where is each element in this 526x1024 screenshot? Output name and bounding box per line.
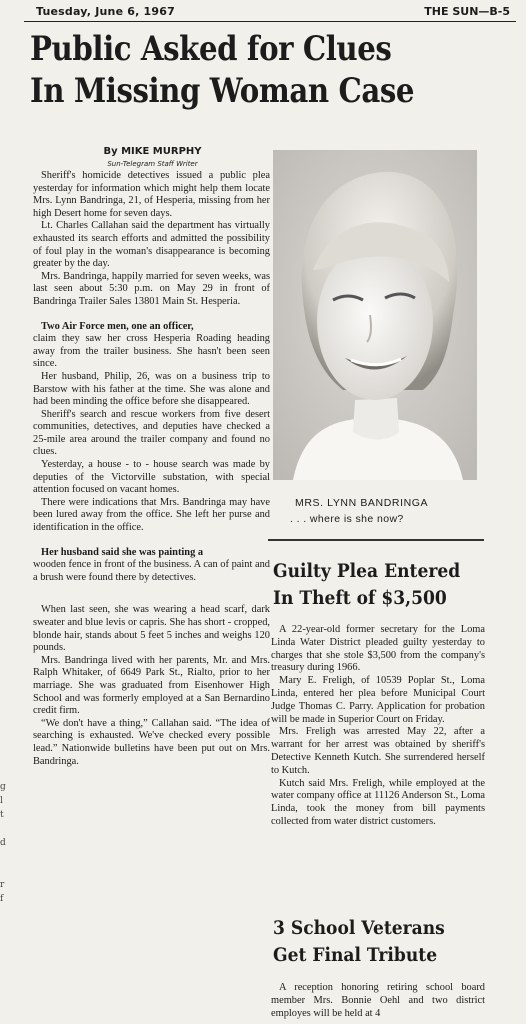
paragraph: Lt. Charles Callahan said the department has virtually exhausted its search efforts and admitted the possibility of foul play in the woman's disappearance is becoming greater by the day.: [33, 220, 270, 270]
margin-fragment: l: [0, 796, 3, 806]
subhead-lead: Her husband said she was painting a: [41, 546, 204, 558]
margin-fragment: r: [0, 880, 5, 890]
paragraph: A reception honoring retiring school board member Mrs. Bonnie Oehl and two district employes will be held at 4: [271, 982, 485, 1019]
main-headline: [30, 28, 434, 112]
margin-fragment: d: [0, 838, 6, 848]
school-veterans-headline-line-2: Get Final Tribute: [273, 944, 438, 966]
paragraph: wooden fence in front of the business. A can of paint and a brush were found there by detectives.: [33, 559, 270, 583]
paragraph: There were indications that Mrs. Bandringa may have been lured away from the office. She left her purse and identification in the office.: [33, 496, 270, 534]
paragraph: A 22-year-old former secretary for the Loma Linda Water District pleaded guilty yesterday to charges that she stole $3,500 from the company's treasury during 1966.: [271, 624, 485, 674]
paragraph: Sheriff's search and rescue workers from five desert communities, detectives, and deputies have checked a 25-mile area around the trailer company and found no clues.: [33, 408, 270, 458]
paragraph: Sheriff's homicide detectives issued a public plea yesterday for information which might help them locate Mrs. Lynn Bandringa, 21, of Hesperia, missing from her high Desert home for seven days.: [33, 170, 270, 219]
photo-caption-name: MRS. LYNN BANDRINGA: [295, 497, 429, 509]
portrait-photo: [273, 150, 477, 480]
page-number: THE SUN—B-5: [424, 5, 510, 18]
margin-fragment: [0, 850, 8, 864]
paragraph: Mrs. Bandringa lived with her parents, Mr. and Mrs. Ralph Whitaker, of 6649 Park St., Rialto, prior to her marriage. She was graduated from Eisenhower High School and was formerly employed at a San Bernardino credit firm.: [33, 654, 270, 717]
main-headline-line-2: In Missing Woman Case: [30, 71, 415, 111]
issue-date: Tuesday, June 6, 1967: [36, 5, 175, 18]
guilty-plea-headline-line-2: In Theft of $3,500: [273, 587, 447, 609]
photo-caption-question: . . . where is she now?: [290, 513, 404, 525]
paragraph: Mary E. Freligh, of 10539 Poplar St., Loma Linda, entered her plea before Municipal Court Judge Thomas C. Parry. Application for probation will be made in Superior Court on Friday.: [271, 675, 485, 725]
byline-role: Sun-Telegram Staff Writer: [107, 160, 198, 168]
main-headline-line-1: Public Asked for Clues: [30, 29, 392, 69]
margin-fragment: [0, 822, 8, 836]
paragraph: Mrs. Freligh was arrested May 22, after a warrant for her arrest was obtained by sheriff's Detective Kenneth Kutch. She surrendered herself to Kutch.: [271, 726, 485, 776]
spacer: [33, 535, 270, 547]
byline: By MIKE MURPHY: [103, 146, 202, 157]
margin-fragment: t: [0, 810, 4, 820]
paragraph: When last seen, she was wearing a head scarf, dark sweater and blue levis or capris. She has short - cropped, blonde hair, stands about 5 feet 5 inches and weighs 120 pounds.: [33, 604, 270, 654]
school-veterans-headline: [273, 915, 467, 969]
spacer: [33, 309, 270, 321]
paragraph: Mrs. Bandringa, happily married for seven weeks, was last seen about 5:30 p.m. on May 29 in front of Bandringa Trailer Sales 13801 Main St. Hesperia.: [33, 270, 270, 307]
guilty-plea-story-body: [271, 624, 485, 829]
paragraph: Yesterday, a house - to - house search was made by deputies of the Victorville substation, with special attention focused on vacant homes.: [33, 459, 270, 496]
spacer: [33, 584, 270, 604]
main-story-body: [33, 170, 270, 768]
section-rule: [268, 539, 484, 541]
school-veterans-headline-line-1: 3 School Veterans: [273, 917, 445, 939]
guilty-plea-headline-line-1: Guilty Plea Entered: [273, 560, 461, 582]
margin-fragment: g: [0, 782, 6, 792]
paragraph: Her husband, Philip, 26, was on a business trip to Barstow with his father at the time. She was alone and had been minding the office before she disappeared.: [33, 370, 270, 408]
margin-fragments: [0, 780, 8, 906]
portrait-illustration: [273, 150, 477, 480]
guilty-plea-headline: [273, 558, 467, 612]
subhead-lead: Two Air Force men, one an officer,: [41, 320, 194, 332]
school-veterans-story-body: [271, 982, 485, 1020]
top-rule: [24, 21, 516, 22]
paragraph: Kutch said Mrs. Freligh, while employed at the water company office at 11126 Anderson St., Loma Linda, took the money from bill payments collected from water district customers.: [271, 777, 486, 827]
paragraph: claim they saw her cross Hesperia Roading heading away from the trailer business. She hasn't been seen since.: [33, 333, 270, 370]
paragraph: “We don't have a thing,” Callahan said. “The idea of searching is exhausted. We've checked every possible lead.” Nationwide bulletins have been put out on Mrs. Bandringa.: [33, 717, 270, 767]
margin-fragment: [0, 864, 8, 878]
margin-fragment: f: [0, 894, 4, 904]
